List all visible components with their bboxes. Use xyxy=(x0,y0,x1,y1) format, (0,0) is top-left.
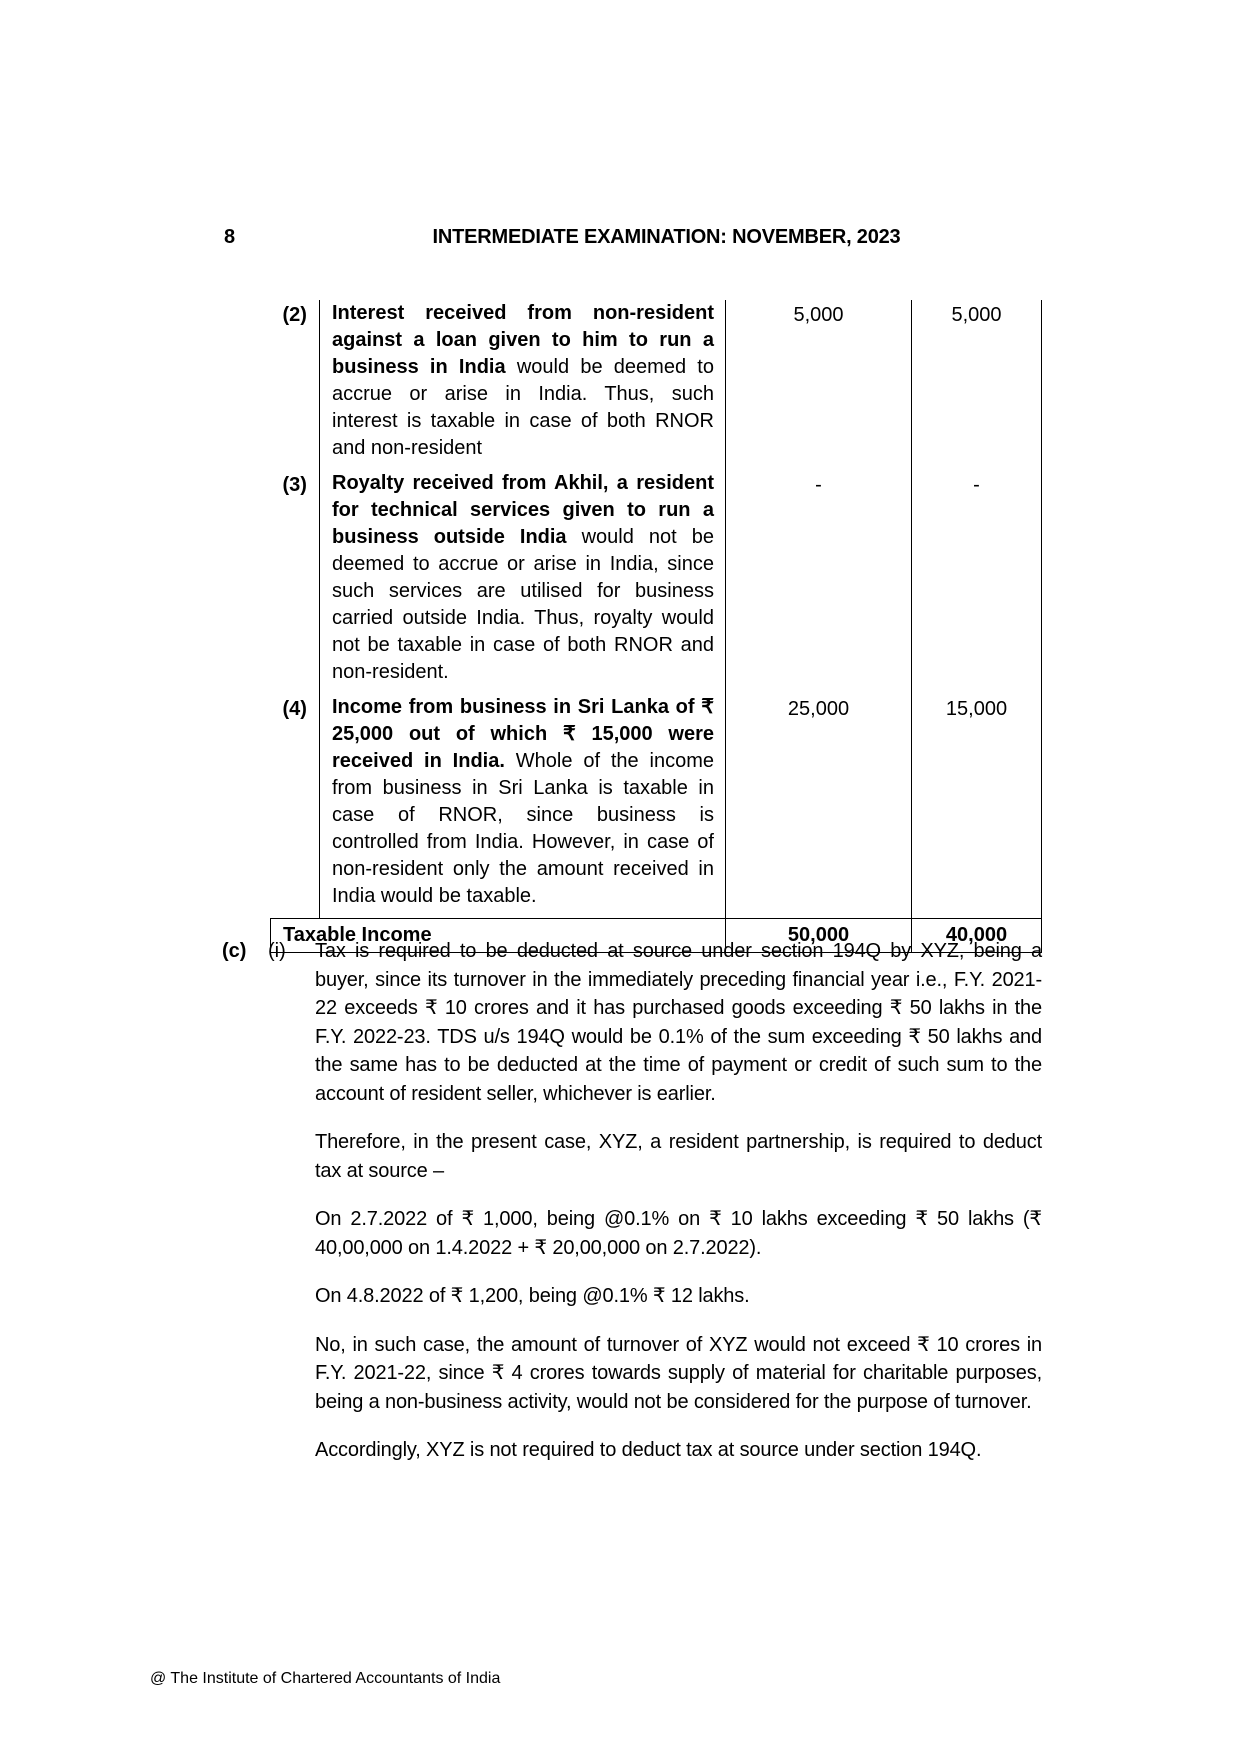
answer-paragraph: Therefore, in the present case, XYZ, a resident partnership, is required to deduct tax at source – xyxy=(315,1131,1042,1182)
row-description xyxy=(320,470,726,694)
row-description-bold: Income from business in Sri Lanka of ₹ 25,000 out of which ₹ 15,000 were received in India. xyxy=(332,696,714,772)
non-resident-amount: - xyxy=(912,470,1042,694)
row-description-text: would not be deemed to accrue or arise in India, since such services are utilised for business carried outside India. Thus, royalty would not be taxable in case of both RNOR and non-resident. xyxy=(332,526,714,683)
row-description-text: would be deemed to accrue or arise in India. Thus, such interest is taxable in case of both RNOR and non-resident xyxy=(332,356,714,459)
non-resident-amount: 15,000 xyxy=(912,694,1042,919)
non-resident-amount: 5,000 xyxy=(912,300,1042,470)
answer-section xyxy=(222,937,1042,1477)
answer-label: (c) xyxy=(222,940,247,962)
answer-paragraph: Accordingly, XYZ is not required to deduct tax at source under section 194Q. xyxy=(315,1439,982,1461)
total-non-resident-amount: 40,000 xyxy=(912,919,1042,953)
table-row xyxy=(271,694,1042,919)
answer-paragraph: Tax is required to be deducted at source under section 194Q by XYZ, being a buyer, since its turnover in the immediately preceding financial year i.e., F.Y. 2021-22 exceeds ₹ 10 crores and it has purchased goods exceeding ₹ 50 lakhs in the F.Y. 2022-23. TDS u/s 194Q would be 0.1% of the sum exceeding ₹ 50 lakhs and the same has to be deducted at the time of payment or credit of such sum to the account of resident seller, whichever is earlier. xyxy=(315,940,1042,1105)
rnor-amount: - xyxy=(726,470,912,694)
row-description-bold: Interest received from non-resident against a loan given to him to run a business in India xyxy=(332,302,714,378)
taxable-income-table xyxy=(270,300,1042,953)
row-number: (3) xyxy=(282,474,307,496)
income-table xyxy=(270,300,1041,953)
rnor-amount: 25,000 xyxy=(726,694,912,919)
row-description xyxy=(320,300,726,470)
table-row xyxy=(271,300,1042,470)
total-rnor-amount: 50,000 xyxy=(726,919,912,953)
row-description-bold: Royalty received from Akhil, a resident for technical services given to run a business outside India xyxy=(332,472,714,548)
answer-paragraph: No, in such case, the amount of turnover of XYZ would not exceed ₹ 10 crores in F.Y. 2021-22, since ₹ 4 crores towards supply of material for charitable purposes, being a non-business activity, would not be considered for the purpose of turnover. xyxy=(315,1333,1042,1413)
table-row xyxy=(271,470,1042,694)
answer-paragraph: On 4.8.2022 of ₹ 1,200, being @0.1% ₹ 12 lakhs. xyxy=(315,1285,750,1307)
row-number: (4) xyxy=(282,698,307,720)
rnor-amount: 5,000 xyxy=(726,300,912,470)
footer-copyright: @ The Institute of Chartered Accountants of India xyxy=(150,1670,501,1687)
page-number: 8 xyxy=(224,226,236,248)
answer-sub-label: (i) xyxy=(268,940,286,962)
total-label: Taxable Income xyxy=(271,919,726,953)
row-number: (2) xyxy=(282,304,307,326)
row-description xyxy=(320,694,726,919)
row-description-text: Whole of the income from business in Sri Lanka is taxable in case of RNOR, since business is controlled from India. However, in case of non-resident only the amount received in India would be taxable. xyxy=(332,750,714,907)
answer-paragraph: On 2.7.2022 of ₹ 1,000, being @0.1% on ₹ 10 lakhs exceeding ₹ 50 lakhs (₹ 40,00,000 on 1.4.2022 + ₹ 20,00,000 on 2.7.2022). xyxy=(315,1208,1042,1259)
page-header-title: INTERMEDIATE EXAMINATION: NOVEMBER, 2023 xyxy=(432,226,901,248)
